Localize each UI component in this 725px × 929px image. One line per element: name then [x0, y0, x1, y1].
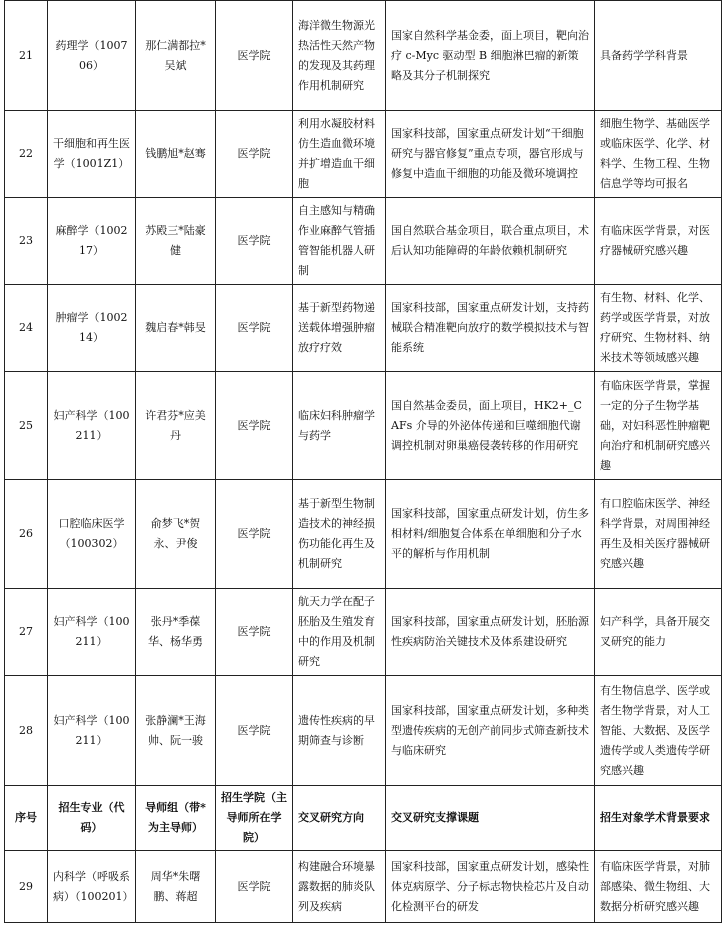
table-body-bottom: [5, 851, 722, 923]
cell-no: 24: [5, 285, 48, 372]
cell-no: 23: [5, 198, 48, 285]
cell-project: 国家科技部，国家重点研发计划，多种类型遗传疾病的无创产前同步式筛查新技术与临床研究: [386, 676, 595, 786]
cell-major: 口腔临床医学（100302）: [48, 480, 136, 589]
cell-no: 28: [5, 676, 48, 786]
table-row: [5, 676, 722, 786]
table-row: [5, 111, 722, 198]
admissions-table-page: [4, 0, 721, 923]
table-row: [5, 589, 722, 676]
cell-direction: 临床妇科肿瘤学与药学: [293, 372, 386, 480]
cell-project: 国家科技部，国家重点研发计划，支持药械联合精准靶向放疗的数学模拟技术与智能系统: [386, 285, 595, 372]
cell-supervisors: 苏殿三*陆豪健: [136, 198, 216, 285]
cell-requirement: 有口腔临床医学、神经科学背景，对周围神经再生及相关医疗器械研究感兴趣: [595, 480, 722, 589]
cell-project: 国自然基金委员，面上项目，HK2+_CAFs 介导的外泌体传递和巨噬细胞代谢调控机制对卵巢癌侵袭转移的作用研究: [386, 372, 595, 480]
cell-requirement: 具备药学学科背景: [595, 1, 722, 111]
cell-project: 国家科技部，国家重点研发计划，感染性体克病原学、分子标志物快检芯片及自动化检测平台的研发: [386, 851, 595, 923]
cell-requirement: 有生物信息学、医学或者生物学背景，对人工智能、大数据、及医学遗传学或人类遗传学研究感兴趣: [595, 676, 722, 786]
cell-no: 21: [5, 1, 48, 111]
header-direction: 交叉研究方向: [293, 786, 386, 851]
cell-direction: 构建融合环境暴露数据的肺炎队列及疾病: [293, 851, 386, 923]
cell-supervisors: 周华*朱曙鹏、蒋超: [136, 851, 216, 923]
cell-project: 国家科技部，国家重点研发计划，仿生多相材料/细胞复合体系在单细胞和分子水平的解析与作用机制: [386, 480, 595, 589]
table-row: [5, 372, 722, 480]
cell-college: 医学院: [216, 851, 293, 923]
cell-major: 药理学（100706）: [48, 1, 136, 111]
cell-supervisors: 许君芬*应美丹: [136, 372, 216, 480]
header-requirement: 招生对象学术背景要求: [595, 786, 722, 851]
cell-direction: 遗传性疾病的早期筛查与诊断: [293, 676, 386, 786]
cell-no: 29: [5, 851, 48, 923]
cell-college: 医学院: [216, 589, 293, 676]
header-major: 招生专业（代码）: [48, 786, 136, 851]
header-row: [5, 786, 722, 851]
cell-no: 25: [5, 372, 48, 480]
cell-project: 国自然联合基金项目，联合重点项目，术后认知功能障碍的年龄依赖机制研究: [386, 198, 595, 285]
header-no: 序号: [5, 786, 48, 851]
cell-major: 妇产科学（100211）: [48, 589, 136, 676]
cell-college: 医学院: [216, 676, 293, 786]
cell-direction: 海洋微生物源光热活性天然产物的发现及其药理作用机制研究: [293, 1, 386, 111]
cell-requirement: 有临床医学背景，对肺部感染、微生物组、大数据分析研究感兴趣: [595, 851, 722, 923]
cell-project: 国家科技部，国家重点研发计划“干细胞研究与器官修复”重点专项，器官形成与修复中造血干细胞的功能及微环境调控: [386, 111, 595, 198]
cell-direction: 自主感知与精确作业麻醉气管插管智能机器人研制: [293, 198, 386, 285]
table-row: [5, 285, 722, 372]
cell-no: 27: [5, 589, 48, 676]
cell-no: 26: [5, 480, 48, 589]
cell-direction: 基于新型药物递送载体增强肿瘤放疗疗效: [293, 285, 386, 372]
table-body-top: [5, 1, 722, 786]
cell-no: 22: [5, 111, 48, 198]
cell-major: 干细胞和再生医学（1001Z1）: [48, 111, 136, 198]
cell-college: 医学院: [216, 372, 293, 480]
cell-major: 麻醉学（100217）: [48, 198, 136, 285]
header-project: 交叉研究支撑课题: [386, 786, 595, 851]
cell-project: 国家自然科学基金委，面上项目，靶向治疗 c-Myc 驱动型 B 细胞淋巴瘤的新策略及其分子机制探究: [386, 1, 595, 111]
cell-supervisors: 那仁满都拉*吴斌: [136, 1, 216, 111]
table-row: [5, 480, 722, 589]
header-college: 招生学院（主导师所在学院）: [216, 786, 293, 851]
table-row: [5, 851, 722, 923]
cell-supervisors: 张静澜*王海帅、阮一骏: [136, 676, 216, 786]
cell-direction: 利用水凝胶材料仿生造血微环境并扩增造血干细胞: [293, 111, 386, 198]
cell-supervisors: 张丹*季葆华、杨华勇: [136, 589, 216, 676]
cell-major: 妇产科学（100211）: [48, 372, 136, 480]
cell-supervisors: 魏启春*韩旻: [136, 285, 216, 372]
cell-college: 医学院: [216, 198, 293, 285]
admissions-table: [4, 0, 722, 923]
cell-requirement: 细胞生物学、基础医学或临床医学、化学、材料学、生物工程、生物信息学等均可报名: [595, 111, 722, 198]
cell-direction: 航天力学在配子胚胎及生殖发育中的作用及机制研究: [293, 589, 386, 676]
table-header: [5, 786, 722, 851]
cell-major: 肿瘤学（100214）: [48, 285, 136, 372]
table-row: [5, 198, 722, 285]
cell-major: 妇产科学（100211）: [48, 676, 136, 786]
cell-college: 医学院: [216, 111, 293, 198]
cell-college: 医学院: [216, 1, 293, 111]
header-supervisors: 导师组（带*为主导师）: [136, 786, 216, 851]
cell-college: 医学院: [216, 285, 293, 372]
cell-supervisors: 俞梦飞*贺永、尹俊: [136, 480, 216, 589]
cell-project: 国家科技部，国家重点研发计划，胚胎源性疾病防治关键技术及体系建设研究: [386, 589, 595, 676]
cell-requirement: 妇产科学，具备开展交叉研究的能力: [595, 589, 722, 676]
cell-direction: 基于新型生物制造技术的神经损伤功能化再生及机制研究: [293, 480, 386, 589]
cell-requirement: 有临床医学背景，对医疗器械研究感兴趣: [595, 198, 722, 285]
cell-major: 内科学（呼吸系病）（100201）: [48, 851, 136, 923]
cell-college: 医学院: [216, 480, 293, 589]
table-row: [5, 1, 722, 111]
cell-supervisors: 钱鹏旭*赵骞: [136, 111, 216, 198]
cell-requirement: 有生物、材料、化学、药学或医学背景，对放疗研究、生物材料、纳米技术等领域感兴趣: [595, 285, 722, 372]
cell-requirement: 有临床医学背景，掌握一定的分子生物学基础，对妇科恶性肿瘤靶向治疗和机制研究感兴趣: [595, 372, 722, 480]
